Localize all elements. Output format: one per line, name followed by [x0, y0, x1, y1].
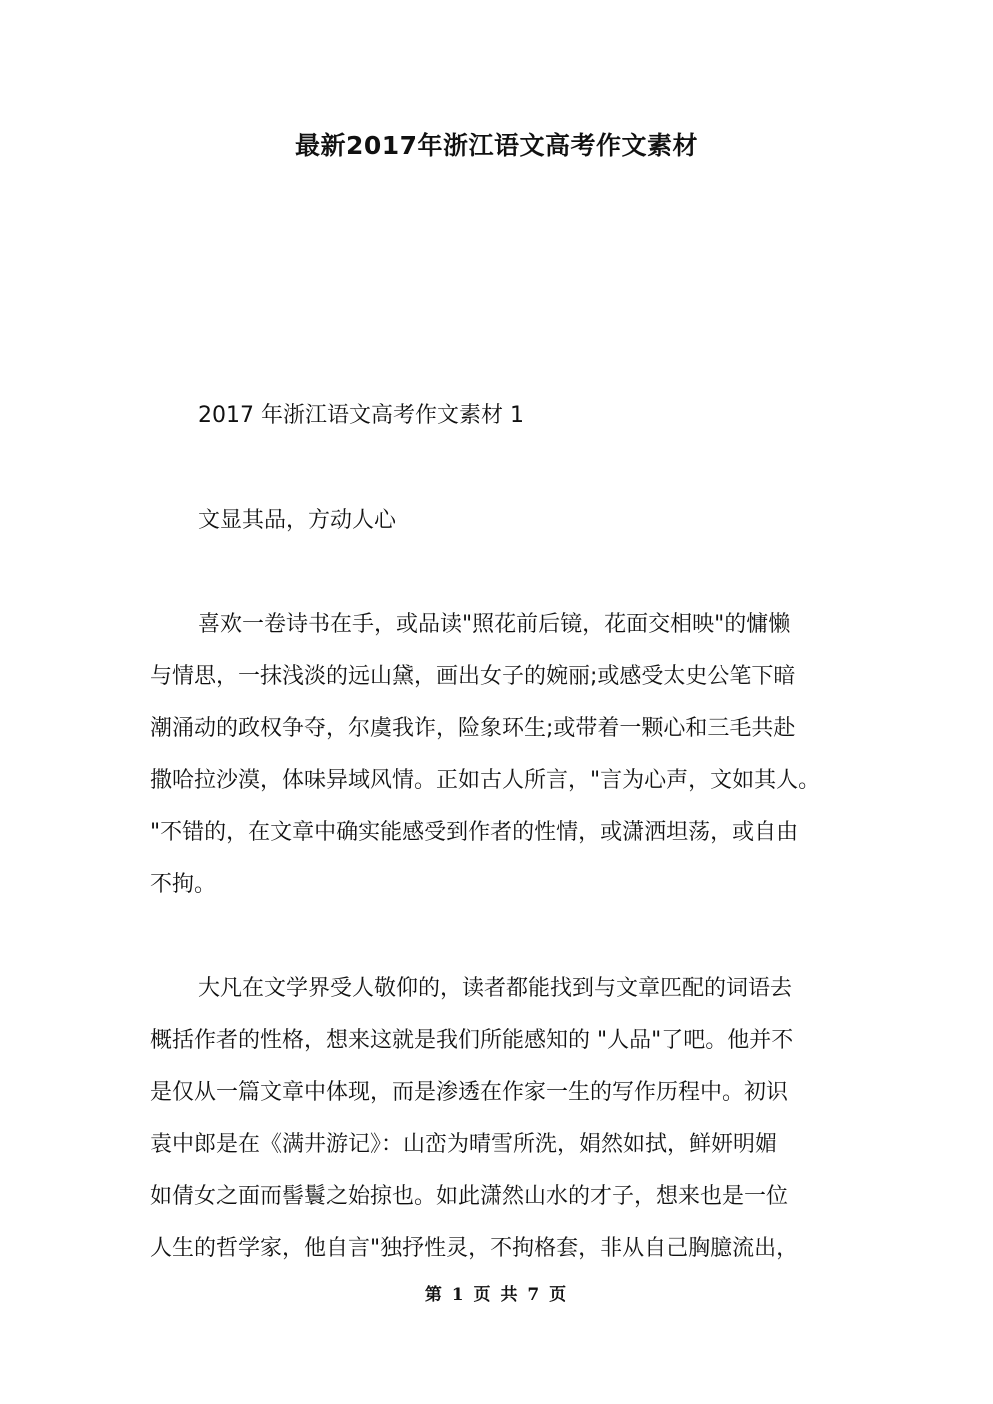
paragraph-line: "不错的，在文章中确实能感受到作者的性情，或潇洒坦荡，或自由: [150, 820, 799, 845]
paragraph-line: 与情思，一抹浅淡的远山黛，画出女子的婉丽;或感受太史公笔下暗: [150, 664, 796, 689]
paragraph-line: 潮涌动的政权争夺，尔虞我诈，险象环生;或带着一颗心和三毛共赴: [150, 716, 796, 741]
paragraph-2: [150, 963, 850, 1275]
paragraph-line: 喜欢一卷诗书在手，或品读"照花前后镜，花面交相映"的慵懒: [198, 612, 791, 637]
section-heading: 2017 年浙江语文高考作文素材 1: [198, 403, 524, 428]
paragraph-line: 概括作者的性格，想来这就是我们所能感知的 "人品"了吧。他并不: [150, 1028, 794, 1053]
paragraph-line: 是仅从一篇文章中体现，而是渗透在作家一生的写作历程中。初识: [150, 1080, 789, 1105]
paragraph-line: 大凡在文学界受人敬仰的，读者都能找到与文章匹配的词语去: [198, 976, 793, 1001]
paragraph-1: [150, 599, 850, 911]
page-footer: 第 1 页 共 7 页: [424, 1285, 569, 1305]
paragraph-line: 如倩女之面而髻鬟之始掠也。如此潇然山水的才子，想来也是一位: [150, 1184, 789, 1209]
paragraph-line: 人生的哲学家，他自言"独抒性灵，不拘格套，非从自己胸臆流出，: [150, 1236, 799, 1261]
paragraph-line: 袁中郎是在《满井游记》：山峦为晴雪所洗，娟然如拭，鲜妍明媚: [150, 1132, 778, 1157]
paragraph-line: 不拘。: [150, 872, 217, 897]
paragraph-line: 撒哈拉沙漠，体味异域风情。正如古人所言，"言为心声，文如其人。: [150, 768, 821, 793]
document-title: 最新2017年浙江语文高考作文素材: [294, 131, 699, 160]
essay-subtitle: 文显其品，方动人心: [198, 508, 397, 533]
